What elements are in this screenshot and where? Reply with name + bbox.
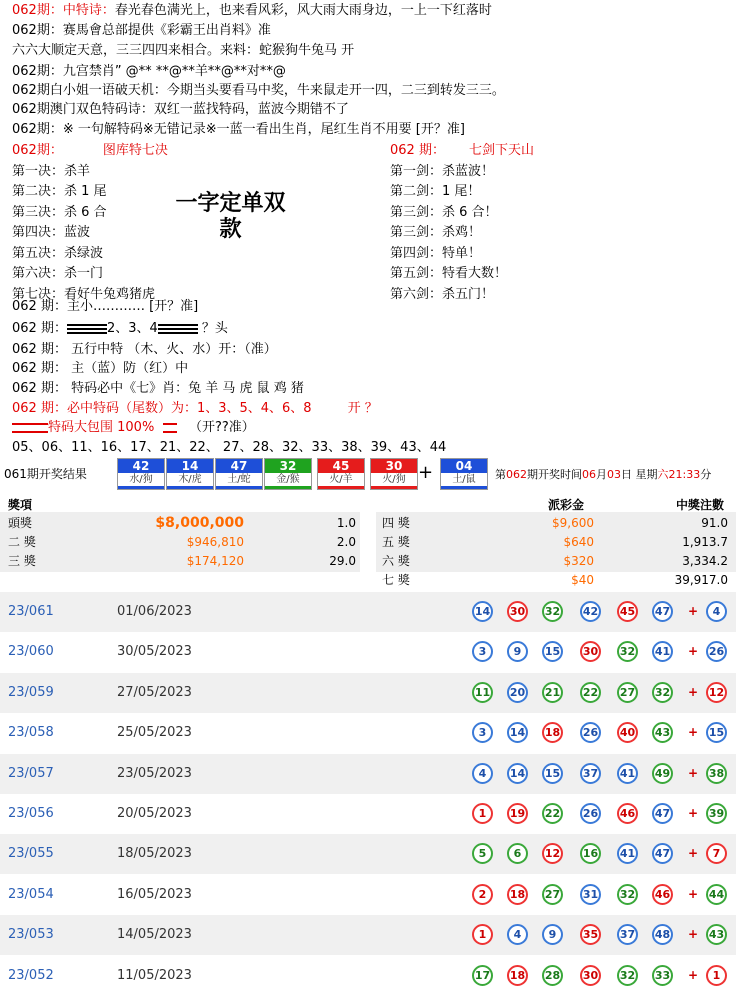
number-ball: 46 — [617, 803, 638, 824]
left-item: 第一决：杀羊 — [12, 163, 91, 179]
draw-date: 27/05/2023 — [117, 684, 192, 700]
draw-date: 16/05/2023 — [117, 886, 192, 902]
number-ball: 18 — [507, 965, 528, 986]
red-bar-decoration — [163, 423, 177, 433]
special-ball: 12 — [706, 682, 727, 703]
draw-id-link[interactable]: 23/061 — [8, 604, 54, 619]
number-ball: 3 — [472, 722, 493, 743]
number-ball: 9 — [507, 641, 528, 662]
result-ball — [370, 458, 418, 490]
number-ball: 27 — [542, 884, 563, 905]
result-ball — [317, 458, 365, 490]
number-ball: 42 — [580, 601, 601, 622]
number-ball: 17 — [472, 965, 493, 986]
draw-id-link[interactable]: 23/058 — [8, 725, 54, 741]
draw-date: 11/05/2023 — [117, 967, 192, 983]
prize-table — [0, 494, 736, 590]
number-ball: 1 — [472, 924, 493, 945]
prize-name: 六 獎 — [382, 554, 410, 568]
number-ball: 6 — [507, 843, 528, 864]
number-ball: 15 — [542, 641, 563, 662]
number-ball: 4 — [472, 763, 493, 784]
result-ball — [166, 458, 214, 490]
number-ball: 16 — [580, 843, 601, 864]
next-text: 月 — [596, 468, 607, 481]
left-issue: 062期： — [12, 143, 63, 158]
number-ball: 32 — [542, 601, 563, 622]
right-column — [390, 141, 534, 305]
ball-number: 04 — [455, 459, 473, 473]
number-ball: 47 — [652, 843, 673, 864]
prize-count: 3,334.2 — [682, 554, 728, 568]
history-row — [0, 834, 736, 874]
right-title: 七剑下天山 — [468, 143, 534, 158]
right-item: 第六剑：杀五门！ — [390, 286, 495, 302]
history-row — [0, 875, 736, 915]
number-ball: 37 — [617, 924, 638, 945]
issue-label: 062期：中特诗： — [12, 3, 115, 18]
red-bar-decoration — [12, 423, 48, 433]
m7-suffix: （开??准） — [188, 420, 255, 435]
prize-header: 派彩金 — [548, 498, 585, 512]
prize-count: 2.0 — [336, 535, 356, 549]
number-ball: 22 — [542, 803, 563, 824]
number-ball: 22 — [580, 682, 601, 703]
prize-amount: $320 — [563, 554, 594, 568]
bar-decoration — [158, 324, 198, 334]
plus-sign: + — [688, 806, 699, 820]
bar-decoration — [67, 324, 107, 334]
draw-date: 20/05/2023 — [117, 806, 192, 821]
draw-date: 25/05/2023 — [117, 725, 192, 741]
number-ball: 18 — [507, 884, 528, 905]
m6-text: 062 期：必中特码（尾数）为：1、3、5、4、6、8 — [12, 401, 312, 416]
left-items — [12, 162, 168, 306]
number-ball: 14 — [507, 763, 528, 784]
number-ball: 31 — [580, 884, 601, 905]
prize-count: 39,917.0 — [674, 573, 728, 587]
prize-name: 四 獎 — [382, 516, 410, 530]
draw-date: 01/06/2023 — [117, 604, 192, 619]
number-ball: 2 — [472, 884, 493, 905]
text-line-1 — [12, 2, 492, 20]
right-item: 第三剑：杀鸡！ — [390, 225, 482, 240]
number-ball: 48 — [652, 924, 673, 945]
prize-amount: $640 — [563, 535, 594, 549]
text-line-m3: 062 期： 五行中特 （木、火、水）开：（准） — [12, 342, 277, 357]
number-ball: 30 — [580, 641, 601, 662]
prize-name: 頭獎 — [8, 516, 33, 530]
left-column — [12, 141, 168, 305]
number-ball: 45 — [617, 601, 638, 622]
number-ball: 41 — [617, 843, 638, 864]
number-ball: 28 — [542, 965, 563, 986]
number-ball: 14 — [507, 722, 528, 743]
plus-sign: + — [688, 846, 699, 861]
ball-zodiac: 金/猴 — [265, 473, 311, 486]
number-ball: 3 — [472, 641, 493, 662]
left-item: 第三决：杀 6 合 — [12, 204, 107, 220]
left-item: 第七决：看好牛兔鸡猪虎 — [12, 286, 156, 302]
draw-date: 23/05/2023 — [117, 765, 192, 781]
text-line-7: 062期：※ 一句解特码※无错记录※一蓝一看出生肖，尾红生肖不用要 [开？准] — [12, 122, 465, 137]
plus-sign: + — [688, 967, 699, 982]
m7-text: 特码大包围 100% — [48, 420, 155, 435]
number-ball: 11 — [472, 682, 493, 703]
special-ball: 4 — [706, 601, 727, 622]
draw-id-link[interactable]: 23/052 — [8, 967, 54, 983]
right-column-header — [390, 141, 534, 162]
text-line-m8: 05、06、11、16、17、21、22、 27、28、32、33、38、39、43、44 — [12, 440, 447, 455]
number-ball: 40 — [617, 722, 638, 743]
number-ball: 12 — [542, 843, 563, 864]
result-ball — [117, 458, 165, 490]
number-ball: 20 — [507, 682, 528, 703]
text-line-5: 062期白小姐一语破天机：今期当头要看马中奖，牛来鼠走开一四，二三到转发三三。 — [12, 83, 505, 98]
poem-text: 春光春色满光上，也来看风彩，风大雨大雨身边，一上一下红落时 — [114, 3, 492, 18]
history-row — [0, 632, 736, 672]
prize-name: 三 獎 — [8, 554, 36, 568]
plus-sign: + — [418, 462, 434, 483]
result-bar — [0, 456, 736, 490]
right-issue: 062 期： — [390, 143, 445, 158]
number-ball: 9 — [542, 924, 563, 945]
draw-id-link[interactable]: 23/054 — [8, 886, 54, 902]
draw-id-link[interactable]: 23/059 — [8, 684, 54, 700]
result-ball — [264, 458, 312, 490]
result-label: 061期开奖结果 — [4, 467, 87, 481]
left-column-header — [12, 141, 168, 162]
draw-id-link[interactable]: 23/057 — [8, 765, 54, 781]
plus-sign: + — [688, 684, 699, 699]
number-ball: 19 — [507, 803, 528, 824]
number-ball: 18 — [542, 722, 563, 743]
text-line-2: 062期：赛馬會总部提供《彩霸王出肖料》准 — [12, 23, 271, 38]
number-ball: 26 — [580, 722, 601, 743]
number-ball: 41 — [617, 763, 638, 784]
m2-digits: 2、3、4 — [106, 321, 158, 336]
prize-name: 五 獎 — [382, 535, 410, 549]
number-ball: 30 — [580, 965, 601, 986]
number-ball: 33 — [652, 965, 673, 986]
prize-amount: $40 — [571, 573, 594, 587]
history-row — [0, 915, 736, 955]
history-row — [0, 592, 736, 632]
number-ball: 32 — [617, 884, 638, 905]
m2-suffix: ？头 — [201, 321, 228, 336]
plus-sign: + — [688, 725, 699, 740]
next-text: 日 星期 — [621, 468, 658, 481]
draw-date: 18/05/2023 — [117, 846, 192, 862]
ball-zodiac: 水/狗 — [118, 473, 164, 486]
result-ball — [215, 458, 263, 490]
left-item: 第六决：杀一门 — [12, 266, 104, 281]
prize-count: 1,913.7 — [682, 535, 728, 549]
prize-header: 中獎注數 — [676, 498, 725, 512]
next-text: 期开奖时间 — [527, 468, 582, 481]
number-ball: 27 — [617, 682, 638, 703]
number-ball: 15 — [542, 763, 563, 784]
history-row — [0, 794, 736, 834]
right-items — [390, 162, 534, 306]
ball-number: 30 — [385, 459, 403, 473]
history-row — [0, 956, 736, 996]
ball-number: 45 — [332, 459, 350, 473]
prize-name: 二 獎 — [8, 535, 36, 549]
text-line-6: 062期澳门双色特码诗：双红一蓝找特码，蓝波今期错不了 — [12, 102, 349, 117]
ball-zodiac: 火/羊 — [318, 473, 364, 486]
ball-number: 32 — [279, 459, 297, 473]
prize-header: 獎項 — [8, 498, 33, 512]
number-ball: 41 — [652, 641, 673, 662]
next-text: 第 — [495, 468, 506, 481]
number-ball: 4 — [507, 924, 528, 945]
plus-sign: + — [688, 644, 699, 659]
special-ball: 1 — [706, 965, 727, 986]
plus-sign: + — [688, 765, 699, 780]
number-ball: 5 — [472, 843, 493, 864]
text-line-m4: 062 期： 主（蓝）防（红）中 — [12, 361, 189, 376]
number-ball: 32 — [617, 641, 638, 662]
right-item: 第一剑：杀蓝波！ — [390, 163, 495, 179]
special-ball: 38 — [706, 763, 727, 784]
number-ball: 47 — [652, 803, 673, 824]
draw-date: 14/05/2023 — [117, 927, 192, 943]
special-ball: 44 — [706, 884, 727, 905]
draw-id-link[interactable]: 23/053 — [8, 927, 54, 943]
history-row — [0, 713, 736, 753]
plus-sign: + — [688, 886, 699, 901]
number-ball: 46 — [652, 884, 673, 905]
left-item: 第四决：蓝波 — [12, 225, 91, 240]
number-ball: 47 — [652, 601, 673, 622]
ball-zodiac: 土/蛇 — [216, 473, 262, 486]
prize-amount: $946,810 — [186, 535, 244, 549]
draw-id-link[interactable]: 23/060 — [8, 644, 54, 660]
next-draw-info — [495, 466, 711, 482]
ball-number: 42 — [132, 459, 150, 473]
plus-sign: + — [688, 604, 699, 618]
text-line-m1: 062 期：主小………… [开？准] — [12, 299, 199, 314]
special-ball: 7 — [706, 843, 727, 864]
ball-zodiac: 木/虎 — [167, 473, 213, 486]
m2-prefix: 062 期： — [12, 321, 67, 336]
number-ball: 26 — [580, 803, 601, 824]
plus-sign: + — [688, 927, 699, 942]
number-ball: 1 — [472, 803, 493, 824]
draw-id-link[interactable]: 23/056 — [8, 806, 54, 821]
special-ball: 39 — [706, 803, 727, 824]
number-ball: 14 — [472, 601, 493, 622]
number-ball: 32 — [617, 965, 638, 986]
text-line-m5: 062 期： 特码必中《七》肖：兔 羊 马 虎 鼠 鸡 猪 — [12, 381, 304, 396]
history-row — [0, 673, 736, 713]
number-ball: 35 — [580, 924, 601, 945]
big-title: 一字定单双款 — [175, 190, 286, 242]
ball-zodiac: 土/鼠 — [441, 473, 487, 486]
text-line-m7 — [12, 419, 255, 437]
number-ball: 30 — [507, 601, 528, 622]
m6-suffix: 开 ？ — [347, 401, 378, 416]
draw-id-link[interactable]: 23/055 — [8, 846, 54, 862]
text-line-4: 062期：九宫禁肖” @** **@**羊**@**对**@ — [12, 64, 286, 79]
prize-count: 91.0 — [701, 516, 728, 530]
special-ball: 26 — [706, 641, 727, 662]
number-ball: 43 — [652, 722, 673, 743]
prize-amount: $9,600 — [552, 516, 594, 530]
next-month: 06 — [582, 468, 596, 481]
text-line-m2 — [12, 320, 228, 338]
ball-zodiac: 火/狗 — [371, 473, 417, 486]
special-ball: 15 — [706, 722, 727, 743]
number-ball: 21 — [542, 682, 563, 703]
next-text: 分 — [700, 468, 712, 481]
left-title: 图库特七决 — [102, 143, 168, 158]
ball-number: 14 — [181, 459, 199, 473]
left-item: 第五决：杀绿波 — [12, 245, 104, 261]
history-row — [0, 754, 736, 794]
next-weekday: 六 — [657, 468, 669, 481]
left-item: 第二决：杀 1 尾 — [12, 184, 107, 199]
number-ball: 32 — [652, 682, 673, 703]
next-issue: 062 — [506, 468, 527, 481]
draw-date: 30/05/2023 — [117, 644, 192, 660]
prize-name: 七 獎 — [382, 573, 410, 587]
result-ball — [440, 458, 488, 490]
prize-count: 29.0 — [329, 554, 356, 568]
prize-amount: $8,000,000 — [155, 515, 244, 531]
next-time: 21:33 — [668, 468, 701, 481]
number-ball: 37 — [580, 763, 601, 784]
ball-number: 47 — [230, 459, 248, 473]
number-ball: 49 — [652, 763, 673, 784]
next-day: 03 — [607, 468, 621, 481]
right-item: 第二剑：1 尾！ — [390, 184, 481, 199]
right-item: 第四剑：特单！ — [390, 245, 482, 261]
text-line-m6 — [12, 400, 378, 418]
prize-count: 1.0 — [336, 516, 356, 530]
prize-amount: $174,120 — [186, 554, 244, 568]
right-item: 第三剑：杀 6 合！ — [390, 204, 498, 220]
right-item: 第五剑：特看大数！ — [390, 266, 508, 281]
text-line-3: 六六大顺定天意，三三四四来相合。来料：蛇猴狗牛兔马 开 — [12, 43, 355, 58]
special-ball: 43 — [706, 924, 727, 945]
